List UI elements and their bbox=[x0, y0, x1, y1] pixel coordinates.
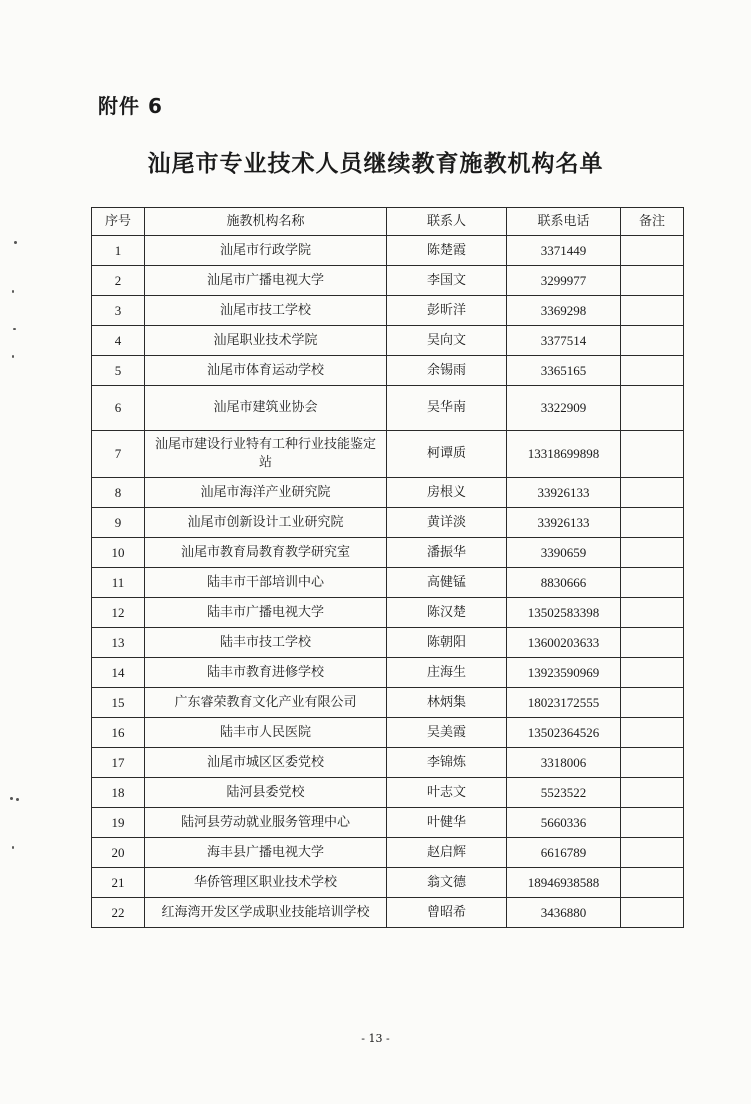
scan-speck bbox=[16, 798, 19, 801]
cell-org: 陆丰市技工学校 bbox=[145, 628, 387, 658]
cell-org: 海丰县广播电视大学 bbox=[145, 838, 387, 868]
cell-no: 5 bbox=[92, 356, 145, 386]
cell-note bbox=[621, 266, 684, 296]
cell-no: 9 bbox=[92, 508, 145, 538]
cell-no: 16 bbox=[92, 718, 145, 748]
cell-contact: 陈汉楚 bbox=[387, 598, 507, 628]
table-row bbox=[92, 478, 684, 508]
cell-note bbox=[621, 658, 684, 688]
cell-contact: 余锡雨 bbox=[387, 356, 507, 386]
cell-no: 17 bbox=[92, 748, 145, 778]
table-row bbox=[92, 748, 684, 778]
table-row bbox=[92, 236, 684, 266]
cell-note bbox=[621, 478, 684, 508]
cell-no: 20 bbox=[92, 838, 145, 868]
cell-contact: 赵启辉 bbox=[387, 838, 507, 868]
table-row bbox=[92, 838, 684, 868]
cell-org: 汕尾职业技术学院 bbox=[145, 326, 387, 356]
cell-phone: 13502364526 bbox=[507, 718, 621, 748]
cell-phone: 13318699898 bbox=[507, 431, 621, 478]
table-row bbox=[92, 688, 684, 718]
cell-contact: 翁文德 bbox=[387, 868, 507, 898]
scan-speck bbox=[13, 328, 16, 330]
cell-phone: 13600203633 bbox=[507, 628, 621, 658]
cell-contact: 林炳集 bbox=[387, 688, 507, 718]
cell-org: 汕尾市技工学校 bbox=[145, 296, 387, 326]
cell-contact: 陈楚霞 bbox=[387, 236, 507, 266]
cell-no: 6 bbox=[92, 386, 145, 431]
cell-org: 汕尾市海洋产业研究院 bbox=[145, 478, 387, 508]
cell-no: 15 bbox=[92, 688, 145, 718]
cell-contact: 庄海生 bbox=[387, 658, 507, 688]
cell-contact: 吴向文 bbox=[387, 326, 507, 356]
cell-org: 汕尾市城区区委党校 bbox=[145, 748, 387, 778]
cell-org: 陆丰市教育进修学校 bbox=[145, 658, 387, 688]
cell-no: 14 bbox=[92, 658, 145, 688]
scan-speck bbox=[14, 241, 17, 244]
cell-contact: 吴美霞 bbox=[387, 718, 507, 748]
cell-no: 21 bbox=[92, 868, 145, 898]
cell-no: 10 bbox=[92, 538, 145, 568]
cell-org: 汕尾市体育运动学校 bbox=[145, 356, 387, 386]
cell-phone: 33926133 bbox=[507, 508, 621, 538]
cell-phone: 3377514 bbox=[507, 326, 621, 356]
cell-contact: 潘振华 bbox=[387, 538, 507, 568]
cell-phone: 5523522 bbox=[507, 778, 621, 808]
cell-note bbox=[621, 748, 684, 778]
cell-note bbox=[621, 356, 684, 386]
cell-no: 2 bbox=[92, 266, 145, 296]
table-row bbox=[92, 868, 684, 898]
cell-note bbox=[621, 838, 684, 868]
scan-speck bbox=[12, 355, 14, 358]
cell-phone: 13502583398 bbox=[507, 598, 621, 628]
cell-org: 陆丰市人民医院 bbox=[145, 718, 387, 748]
cell-note bbox=[621, 778, 684, 808]
cell-contact: 李锦炼 bbox=[387, 748, 507, 778]
cell-phone: 13923590969 bbox=[507, 658, 621, 688]
table-row bbox=[92, 326, 684, 356]
cell-contact: 曾昭希 bbox=[387, 898, 507, 928]
cell-org: 汕尾市建设行业特有工种行业技能鉴定站 bbox=[145, 431, 387, 478]
cell-note bbox=[621, 326, 684, 356]
cell-note bbox=[621, 296, 684, 326]
cell-no: 13 bbox=[92, 628, 145, 658]
cell-phone: 3371449 bbox=[507, 236, 621, 266]
table-row bbox=[92, 266, 684, 296]
institution-table bbox=[91, 207, 684, 928]
cell-no: 7 bbox=[92, 431, 145, 478]
table-row bbox=[92, 598, 684, 628]
cell-no: 18 bbox=[92, 778, 145, 808]
cell-phone: 33926133 bbox=[507, 478, 621, 508]
cell-org: 陆丰市广播电视大学 bbox=[145, 598, 387, 628]
cell-org: 陆河县委党校 bbox=[145, 778, 387, 808]
cell-org: 陆河县劳动就业服务管理中心 bbox=[145, 808, 387, 838]
cell-phone: 3299977 bbox=[507, 266, 621, 296]
cell-no: 12 bbox=[92, 598, 145, 628]
cell-contact: 叶志文 bbox=[387, 778, 507, 808]
header-phone: 联系电话 bbox=[507, 208, 621, 236]
cell-contact: 房根义 bbox=[387, 478, 507, 508]
cell-no: 3 bbox=[92, 296, 145, 326]
cell-contact: 陈朝阳 bbox=[387, 628, 507, 658]
cell-no: 11 bbox=[92, 568, 145, 598]
cell-no: 8 bbox=[92, 478, 145, 508]
table-row bbox=[92, 628, 684, 658]
attachment-label: 附件 6 bbox=[98, 94, 163, 118]
cell-org: 陆丰市干部培训中心 bbox=[145, 568, 387, 598]
cell-note bbox=[621, 386, 684, 431]
header-no: 序号 bbox=[92, 208, 145, 236]
cell-note bbox=[621, 568, 684, 598]
table-row bbox=[92, 296, 684, 326]
cell-contact: 柯谭质 bbox=[387, 431, 507, 478]
cell-phone: 18023172555 bbox=[507, 688, 621, 718]
cell-phone: 3436880 bbox=[507, 898, 621, 928]
cell-note bbox=[621, 808, 684, 838]
cell-phone: 8830666 bbox=[507, 568, 621, 598]
cell-note bbox=[621, 598, 684, 628]
cell-phone: 5660336 bbox=[507, 808, 621, 838]
table-row bbox=[92, 538, 684, 568]
header-contact: 联系人 bbox=[387, 208, 507, 236]
table-row bbox=[92, 386, 684, 431]
cell-note bbox=[621, 628, 684, 658]
cell-contact: 高健锰 bbox=[387, 568, 507, 598]
cell-contact: 吴华南 bbox=[387, 386, 507, 431]
table-row bbox=[92, 658, 684, 688]
cell-org: 汕尾市创新设计工业研究院 bbox=[145, 508, 387, 538]
cell-no: 1 bbox=[92, 236, 145, 266]
scan-speck bbox=[10, 797, 13, 800]
table-row bbox=[92, 356, 684, 386]
header-org: 施教机构名称 bbox=[145, 208, 387, 236]
table-row bbox=[92, 778, 684, 808]
header-note: 备注 bbox=[621, 208, 684, 236]
cell-phone: 6616789 bbox=[507, 838, 621, 868]
table-row bbox=[92, 898, 684, 928]
cell-org: 红海湾开发区学成职业技能培训学校 bbox=[145, 898, 387, 928]
cell-contact: 叶健华 bbox=[387, 808, 507, 838]
cell-org: 汕尾市建筑业协会 bbox=[145, 386, 387, 431]
cell-org: 广东睿荣教育文化产业有限公司 bbox=[145, 688, 387, 718]
cell-phone: 3318006 bbox=[507, 748, 621, 778]
cell-note bbox=[621, 868, 684, 898]
scan-speck bbox=[12, 290, 14, 293]
page-number: - 13 - bbox=[361, 1032, 390, 1045]
cell-note bbox=[621, 538, 684, 568]
cell-contact: 彭昕洋 bbox=[387, 296, 507, 326]
table-header-row bbox=[92, 208, 684, 236]
cell-org: 华侨管理区职业技术学校 bbox=[145, 868, 387, 898]
cell-phone: 3369298 bbox=[507, 296, 621, 326]
cell-phone: 18946938588 bbox=[507, 868, 621, 898]
cell-note bbox=[621, 431, 684, 478]
cell-contact: 李国文 bbox=[387, 266, 507, 296]
cell-org: 汕尾市行政学院 bbox=[145, 236, 387, 266]
cell-no: 19 bbox=[92, 808, 145, 838]
cell-contact: 黄详淡 bbox=[387, 508, 507, 538]
table-row bbox=[92, 568, 684, 598]
scan-speck bbox=[12, 846, 14, 849]
page-title: 汕尾市专业技术人员继续教育施教机构名单 bbox=[147, 151, 604, 177]
table-row bbox=[92, 431, 684, 478]
cell-org: 汕尾市广播电视大学 bbox=[145, 266, 387, 296]
table-row bbox=[92, 718, 684, 748]
cell-phone: 3322909 bbox=[507, 386, 621, 431]
cell-note bbox=[621, 898, 684, 928]
cell-note bbox=[621, 236, 684, 266]
table-row bbox=[92, 808, 684, 838]
cell-note bbox=[621, 508, 684, 538]
cell-no: 4 bbox=[92, 326, 145, 356]
cell-phone: 3365165 bbox=[507, 356, 621, 386]
cell-note bbox=[621, 688, 684, 718]
cell-no: 22 bbox=[92, 898, 145, 928]
cell-org: 汕尾市教育局教育教学研究室 bbox=[145, 538, 387, 568]
cell-phone: 3390659 bbox=[507, 538, 621, 568]
table-row bbox=[92, 508, 684, 538]
cell-note bbox=[621, 718, 684, 748]
